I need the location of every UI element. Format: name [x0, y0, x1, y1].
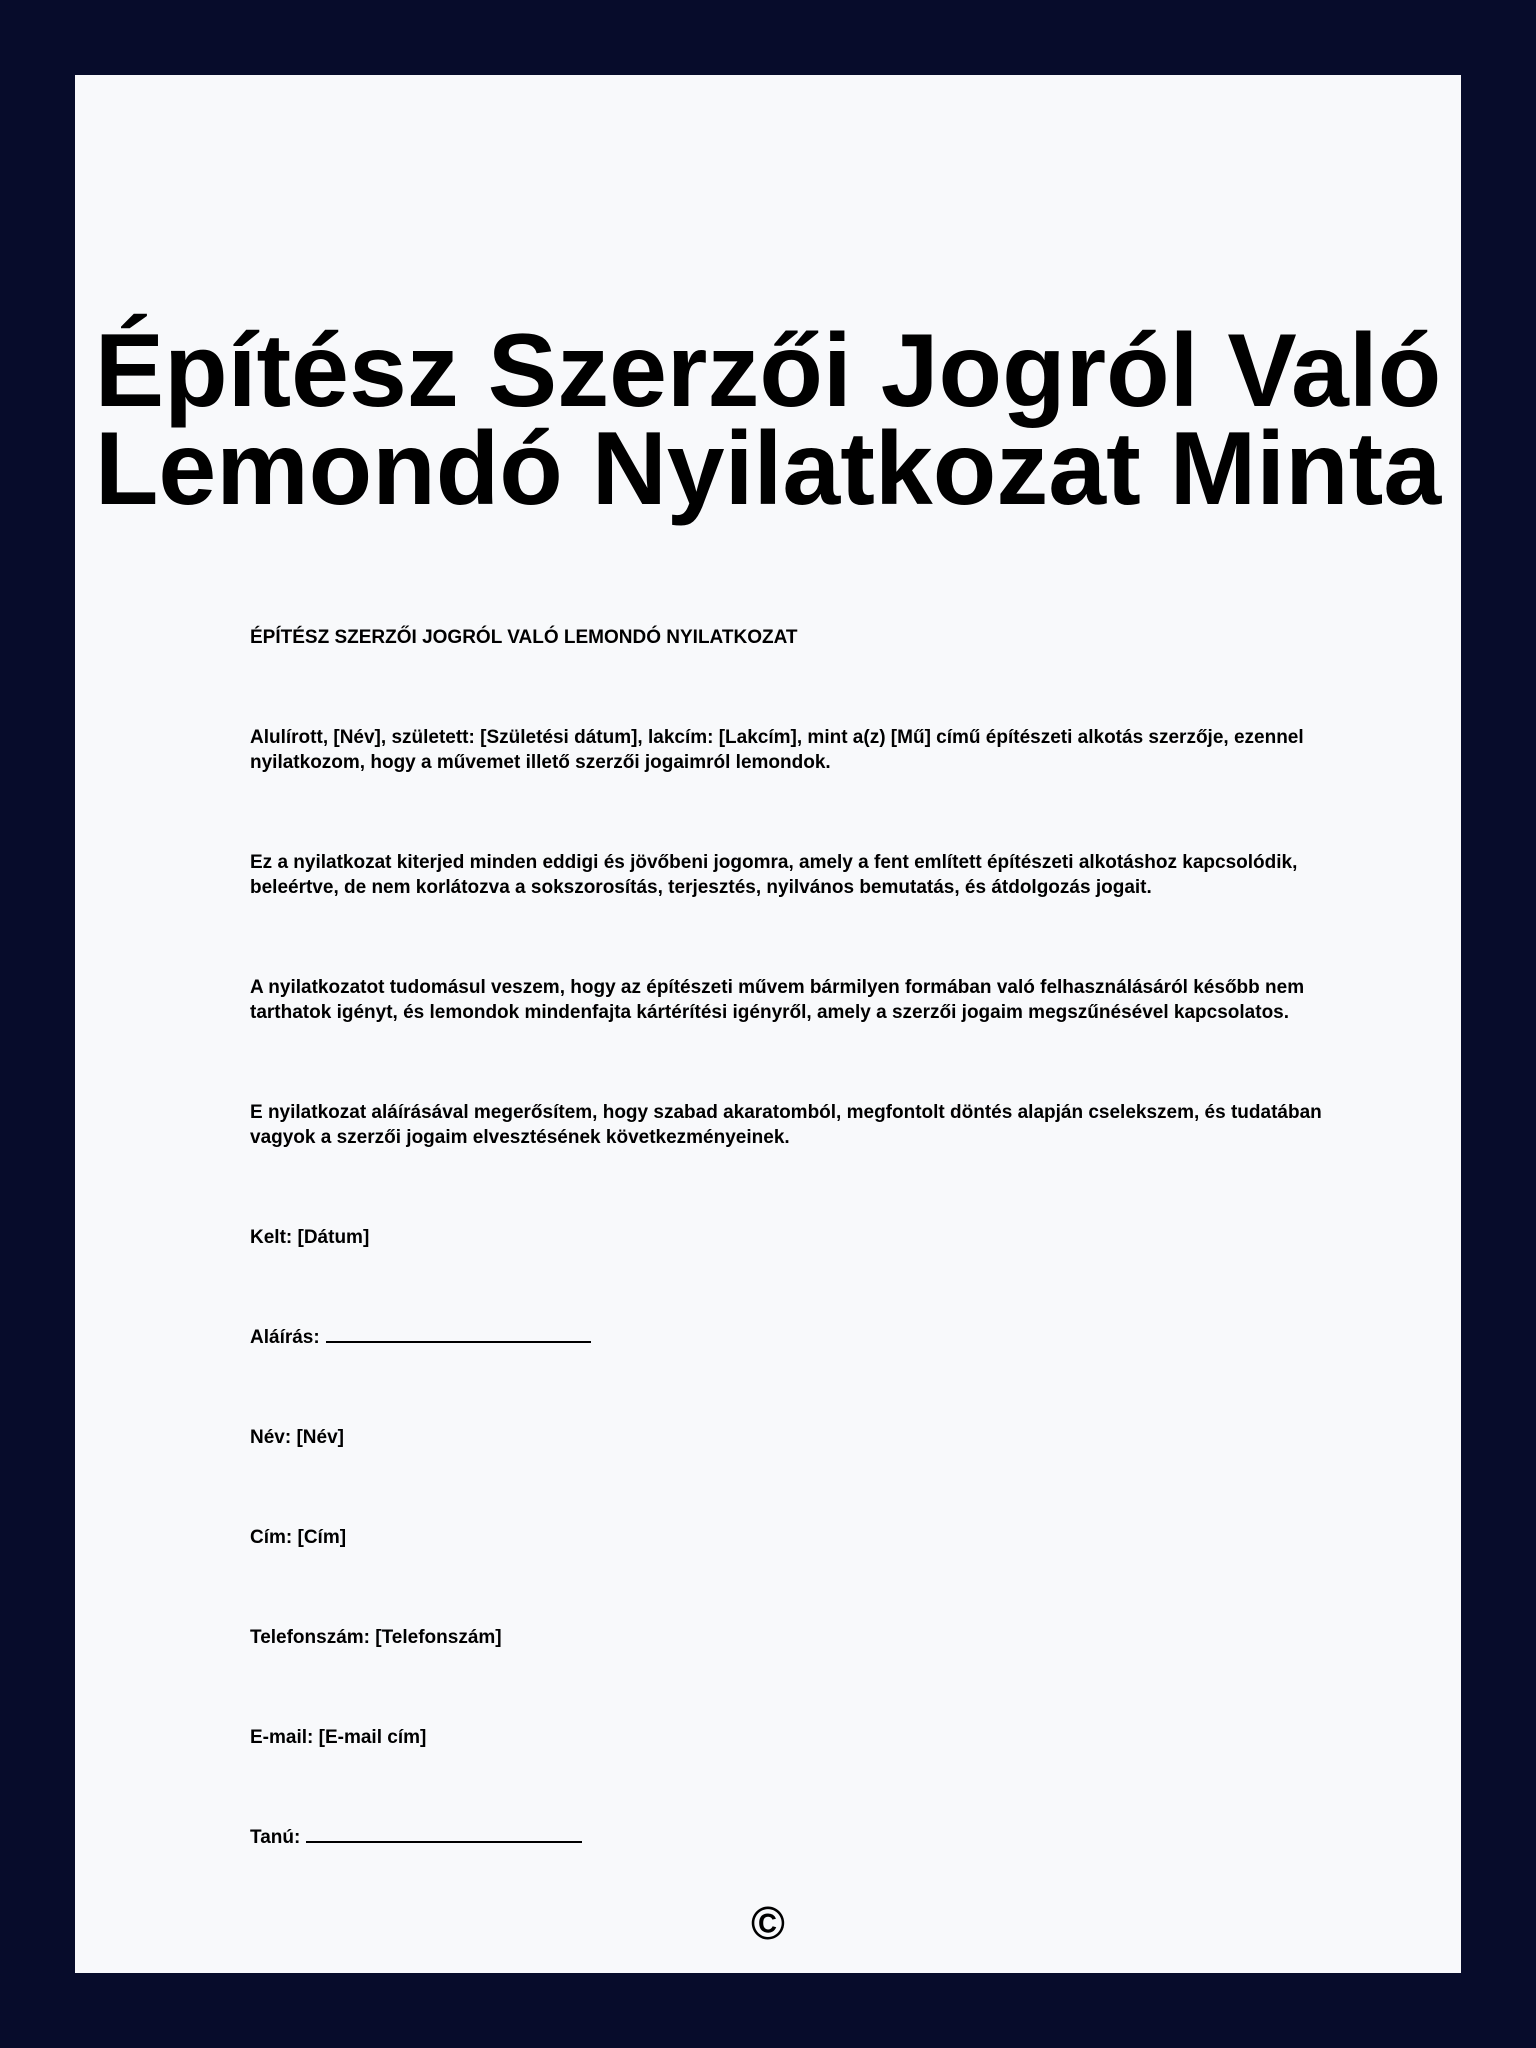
- address-field: Cím: [Cím]: [250, 1527, 347, 1548]
- document-page: [75, 75, 1461, 1973]
- name-field: Név: [Név]: [250, 1427, 344, 1448]
- declaration-paragraph-1: Alulírott, [Név], született: [Születési dátum], lakcím: [Lakcím], mint a(z) [Mű] című építészeti alkotás szerzője, ezennel nyilatkozom, hogy a művemet illető szerzői jogaimról lemondok.: [250, 727, 1304, 773]
- declaration-paragraph-4: E nyilatkozat aláírásával megerősítem, hogy szabad akaratomból, megfontolt döntés alapján cselekszem, és tudatában vagyok a szerzői jogaim elvesztésének következményeinek.: [250, 1102, 1322, 1148]
- document-title: [75, 313, 1461, 527]
- witness-signature-line[interactable]: [306, 1827, 582, 1843]
- declaration-heading: ÉPÍTÉSZ SZERZŐI JOGRÓL VALÓ LEMONDÓ NYILATKOZAT: [250, 627, 798, 648]
- signature-field: [250, 1325, 1360, 1350]
- witness-field: [250, 1825, 1360, 1850]
- signature-line[interactable]: [326, 1327, 591, 1343]
- phone-field: Telefonszám: [Telefonszám]: [250, 1627, 502, 1648]
- signature-label: Aláírás:: [250, 1327, 320, 1348]
- date-field: Kelt: [Dátum]: [250, 1227, 370, 1248]
- document-title-line-1: Építész Szerzői Jogról Való: [94, 313, 1442, 429]
- declaration-paragraph-2: Ez a nyilatkozat kiterjed minden eddigi és jövőbeni jogomra, amely a fent említett építészeti alkotáshoz kapcsolódik, beleértve, de nem korlátozva a sokszorosítás, terjesztés, nyilvános bemutatás, és átdolgozás jogait.: [250, 852, 1298, 898]
- copyright-icon: ©: [751, 1897, 785, 1949]
- email-field: E-mail: [E-mail cím]: [250, 1727, 427, 1748]
- document-title-line-2: Lemondó Nyilatkozat Minta: [94, 411, 1442, 527]
- document-body: [250, 625, 1360, 1850]
- witness-label: Tanú:: [250, 1827, 301, 1848]
- declaration-paragraph-3: A nyilatkozatot tudomásul veszem, hogy az építészeti művem bármilyen formában való felhasználásáról később nem tarthatok igényt, és lemondok mindenfajta kártérítési igényről, amely a szerzői jogaim megszűnésével kapcsolatos.: [250, 977, 1305, 1023]
